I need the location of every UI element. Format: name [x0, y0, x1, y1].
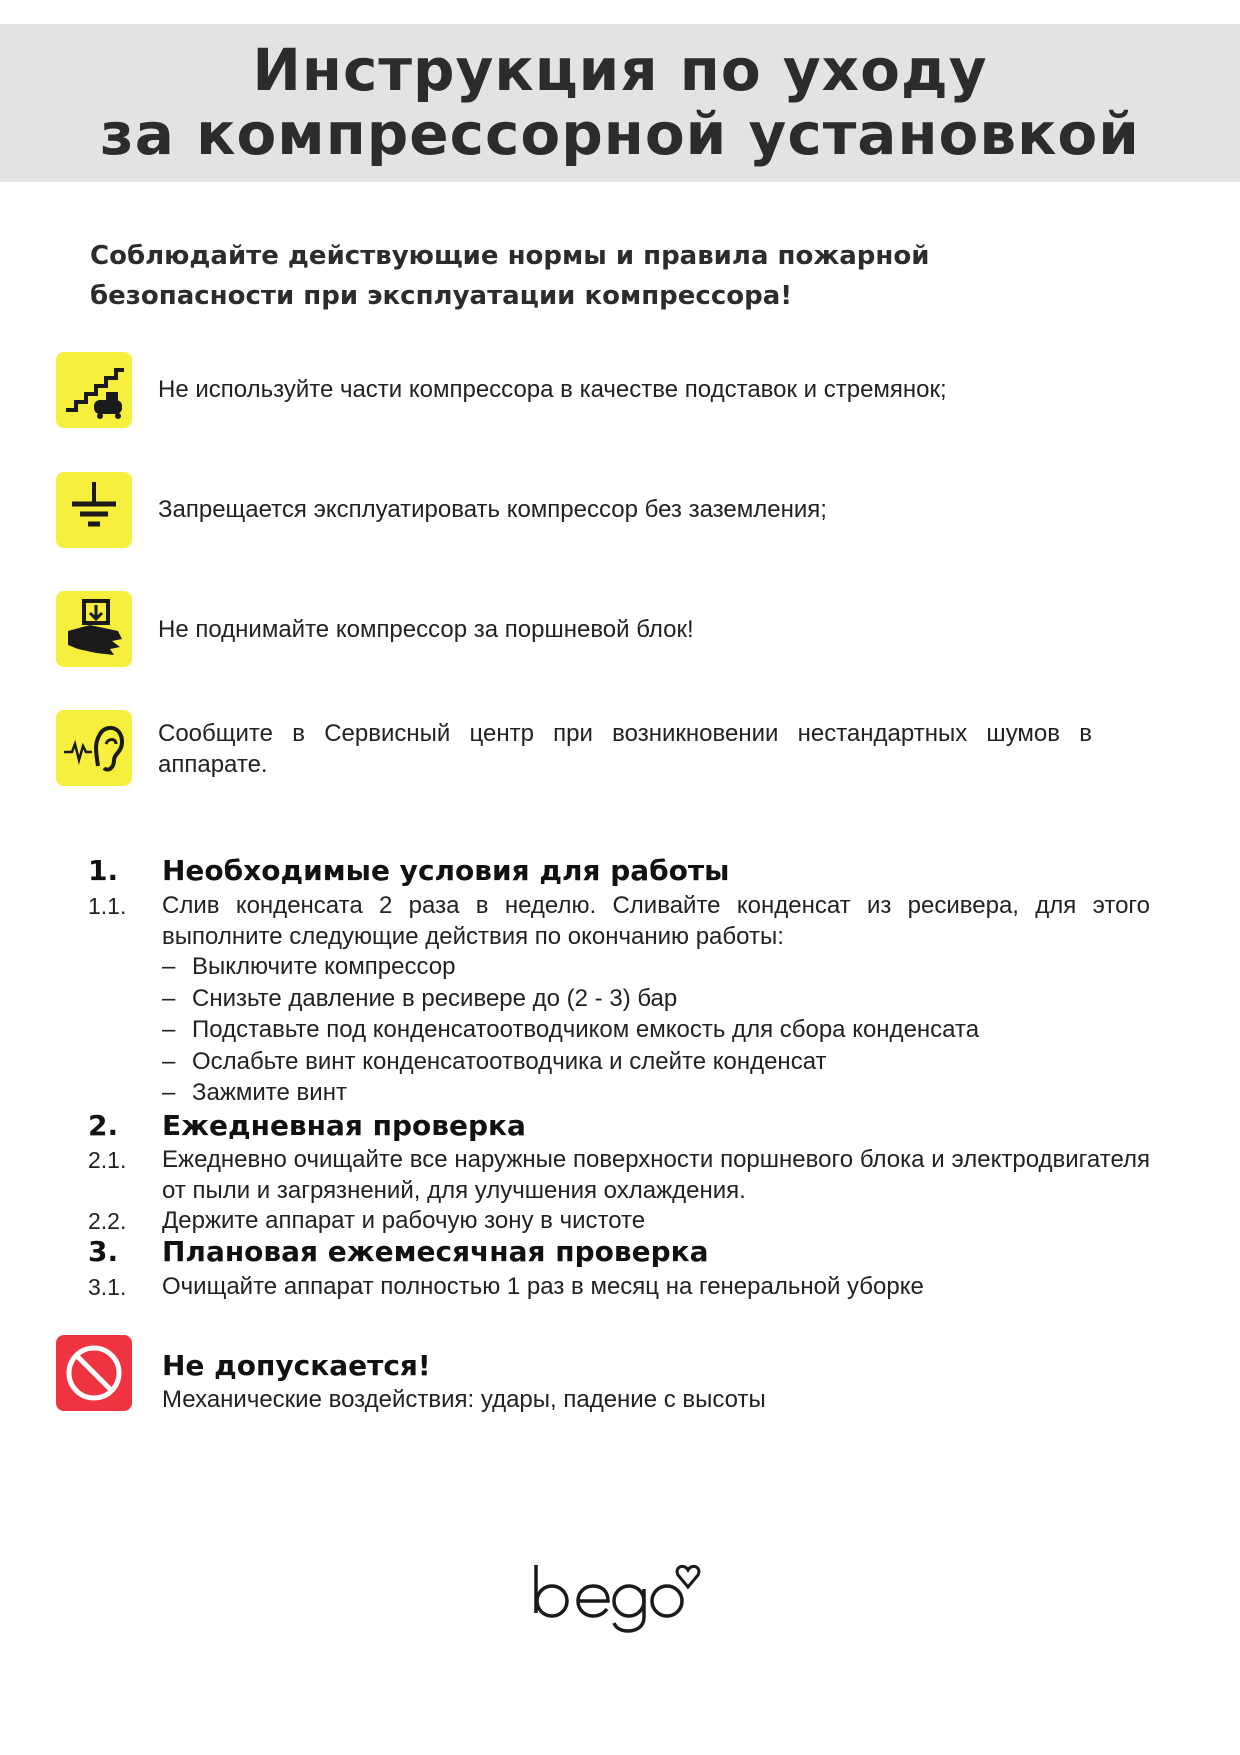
bullet-item: – Выключите компрессор — [162, 953, 456, 980]
ground-icon — [56, 472, 132, 548]
bego-logo — [528, 1555, 708, 1635]
section-title: Необходимые условия для работы — [162, 854, 730, 887]
ear-noise-icon — [56, 710, 132, 786]
bullet-item: – Подставьте под конденсатоотводчиком емкость для сбора конденсата — [162, 1016, 980, 1043]
section-title: Ежедневная проверка — [162, 1109, 526, 1142]
hand-crush-icon — [56, 591, 132, 667]
item-text: Очищайте аппарат полностью 1 раз в месяц на генеральной уборке — [162, 1273, 924, 1300]
bullet-item: – Снизьте давление в ресивере до (2 - 3) бар — [162, 985, 678, 1012]
warning-line-1: Соблюдайте действующие нормы и правила пожарной — [90, 241, 930, 271]
item-number: 2.2. — [88, 1208, 127, 1234]
bullet-item: – Зажмите винт — [162, 1079, 347, 1106]
warning-line-2: безопасности при эксплуатации компрессора! — [90, 281, 793, 311]
page-title-line-1: Инструкция по уходу — [252, 36, 988, 104]
section-number: 1. — [88, 854, 119, 887]
rule-text: Не поднимайте компрессор за поршневой блок! — [158, 616, 694, 643]
prohibited-icon — [56, 1335, 132, 1411]
prohibited-text: Механические воздействия: удары, падение с высоты — [162, 1386, 766, 1413]
page-title-line-2: за компрессорной установкой — [100, 100, 1140, 168]
prohibited-title: Не допускается! — [162, 1349, 431, 1382]
item-text: Слив конденсата 2 раза в неделю. Сливайте конденсат из ресивера, для этого выполните следующие действия по окончанию работы: — [162, 892, 1150, 950]
section-title: Плановая ежемесячная проверка — [162, 1235, 709, 1268]
item-number: 2.1. — [88, 1147, 127, 1173]
item-number: 1.1. — [88, 893, 127, 919]
item-text: Держите аппарат и рабочую зону в чистоте — [162, 1207, 646, 1234]
item-text: Ежедневно очищайте все наружные поверхности поршневого блока и электродвигателя от пыли и загрязнений, для улучшения охлаждения. — [162, 1146, 1150, 1204]
bullet-item: – Ослабьте винт конденсатоотводчика и слейте конденсат — [162, 1048, 827, 1075]
rule-text: Запрещается эксплуатировать компрессор без заземления; — [158, 496, 827, 523]
stairs-compressor-icon — [56, 352, 132, 428]
rule-text: Не используйте части компрессора в качестве подставок и стремянок; — [158, 376, 947, 403]
rule-text: Сообщите в Сервисный центр при возникновении нестандартных шумов в аппарате. — [158, 720, 1092, 778]
section-number: 3. — [88, 1235, 119, 1268]
section-number: 2. — [88, 1109, 119, 1142]
item-number: 3.1. — [88, 1274, 127, 1300]
